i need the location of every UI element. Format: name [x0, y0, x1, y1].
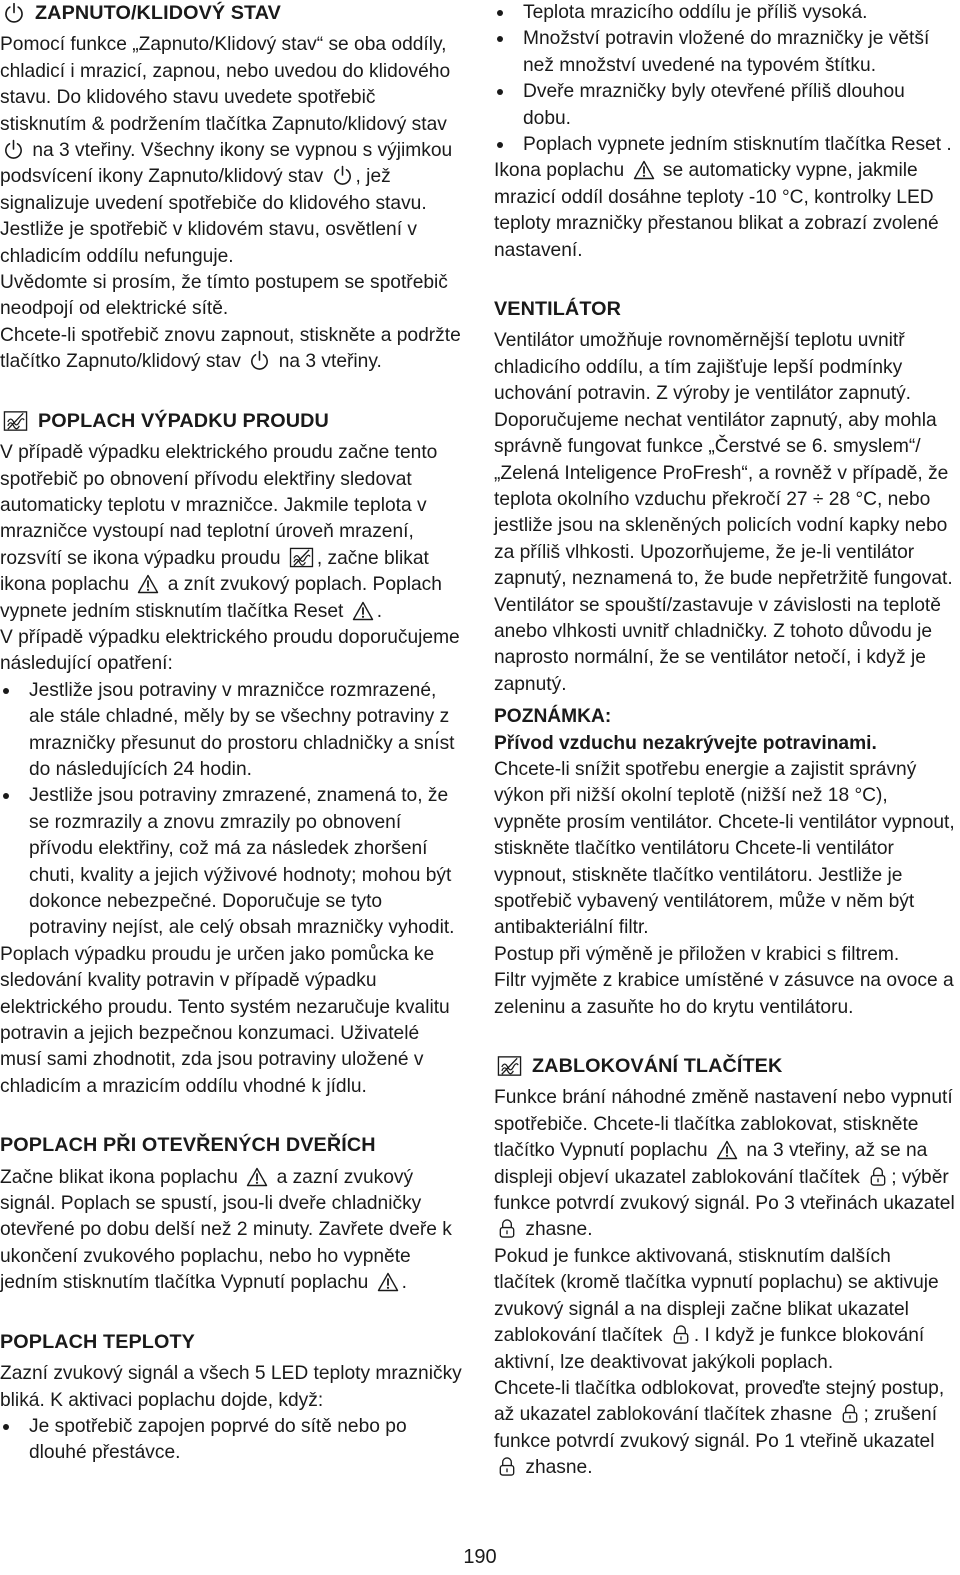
paragraph: Ventilátor umožňuje rovnoměrnější teplotu uvnitř chladicího oddílu, a tím zajišťuje lepší podmínky uchování potravin. Z výroby je ventilátor zapnutý. Doporučujeme nechat ventilátor zapnutý, aby mohla správně fungovat funkce „Čerstvé se 6. smyslem“/„Zelená Inteligence ProFresh“, a rovněž v případě, že teplota okolního vzduchu překročí 27 ÷ 28 °C, nebo jestliže jsou na skleněných policích vodní kapky nebo za příliš vlhkosti. Upozorňujeme, že je-li ventilátor zapnutý, neznamená to, že bude nepřetržitě fungovat. Ventilátor se spouští/zastavuje v závislosti na teplotě anebo vlhkosti uvnitř chladničky. Z tohoto důvodu je naprosto normální, že se ventilátor netočí, i když je zapnutý.	[494, 330, 953, 695]
section-title-text: ZAPNUTO/KLIDOVÝ STAV	[35, 2, 281, 24]
power-icon	[3, 2, 25, 24]
section-title-power-failure	[0, 408, 465, 434]
power-icon	[3, 139, 24, 160]
section-title-text: POPLACH PŘI OTEVŘENÝCH DVEŘÍCH	[0, 1134, 376, 1157]
warning-icon	[716, 1140, 738, 1160]
lock-icon	[497, 1456, 517, 1477]
paragraph: Uvědomte si prosím, že tímto postupem se spotřebič neodpojí od elektrické sítě.	[0, 272, 448, 320]
paragraph: Ikona poplachu se automaticky vypne, jakmile mrazicí oddíl dosáhne teploty -10 °C, kontrolky LED teploty mrazničky přestanou blikat a zobrazí zvolené nastavení.	[494, 160, 939, 261]
lock-icon	[497, 1218, 517, 1239]
warning-icon	[246, 1167, 268, 1187]
page-number: 190	[463, 1546, 497, 1568]
note-text: Přívod vzduchu nezakrývejte potravinami.	[494, 732, 877, 754]
list-item: Teplota mrazicího oddílu je příliš vysoká.	[494, 0, 956, 26]
section-title-text: POPLACH VÝPADKU PROUDU	[38, 409, 329, 432]
paragraph: Začne blikat ikona poplachu a zazní zvukový signál. Poplach se spustí, jsou-li dveře chladničky otevřené po dobu delší než 2 minuty. Zavřete dveře k ukončení zvukového poplachu, nebo ho vypněte jedním stisknutím tlačítka Vypnutí poplachu .	[0, 1166, 452, 1294]
section-title-text: VENTILÁTOR	[494, 298, 622, 321]
section-title-key-lock	[494, 1053, 956, 1079]
warning-icon	[352, 601, 374, 621]
paragraph: Chcete-li tlačítka odblokovat, proveďte stejný postup, až ukazatel zablokování tlačítek zhasne ; zrušení funkce potvrdí zvukový signál. Po 1 vteřině ukazatel zhasne.	[494, 1377, 945, 1479]
paragraph: Filtr vyjměte z krabice umístěné v zásuvce na ovoce a zeleninu a zasuňte ho do krytu ventilátoru.	[494, 970, 954, 1018]
section-title-temperature-alarm	[0, 1329, 465, 1355]
key-lock-section-icon	[497, 1055, 522, 1077]
list-item: Je spotřebič zapojen poprvé do sítě nebo po dlouhé přestávce.	[0, 1414, 465, 1467]
paragraph: Postup při výměně je přiložen v krabici s filtrem.	[494, 943, 900, 965]
left-column	[0, 0, 465, 1467]
paragraph: Jestliže je spotřebič v klidovém stavu, osvětlení v chladicím oddílu nefunguje.	[0, 219, 417, 267]
bullet-list	[494, 0, 956, 158]
lock-icon	[671, 1324, 691, 1345]
power-failure-icon	[3, 410, 28, 432]
paragraph: V případě výpadku elektrického proudu doporučujeme následující opatření:	[0, 626, 460, 675]
list-item: Jestliže jsou potraviny v mrazničce rozmrazené, ale stále chladné, měly by se všechny potraviny z mrazničky přesunut do prostoru chladničky a snı́st do následujících 24 hodin.	[0, 678, 465, 784]
section-title-fan	[494, 296, 956, 322]
section-title-text: POPLACH TEPLOTY	[0, 1330, 195, 1353]
paragraph: Chcete-li spotřebič znovu zapnout, stiskněte a podržte tlačítko Zapnuto/klidový stav na 3 vteřiny.	[0, 324, 461, 373]
section-title-door-alarm	[0, 1132, 465, 1158]
paragraph: Pomocí funkce „Zapnuto/Klidový stav“ se oba oddíly, chladicí i mrazicí, zapnou, nebo uvedou do klidového stavu. Do klidového stavu uvedete spotřebič stisknutím & podržením tlačítka Zapnuto/klidový stav na 3 vteřiny. Všechny ikony se vypnou s výjimkou podsvícení ikony Zapnuto/klidový stav , jež signalizuje uvedení spotřebiče do klidového stavu.	[0, 34, 453, 214]
note-label: POZNÁMKA:	[494, 706, 612, 728]
right-column	[494, 0, 956, 1482]
list-item: Jestliže jsou potraviny zmrazené, znamená to, že se rozmrazily a znovu zmrazily po obnovení přívodu elektřiny, což má za následek zhoršení chuti, kvality a jejich výživové hodnoty; mohou být dokonce nebezpečné. Doporučuje se tyto potraviny nejíst, ale celý obsah mrazničky vyhodit.	[0, 783, 465, 941]
bullet-list	[0, 678, 465, 942]
bullet-list	[0, 1414, 465, 1467]
section-title-text: ZABLOKOVÁNÍ TLAČÍTEK	[532, 1055, 783, 1078]
paragraph: Chcete-li snížit spotřebu energie a zajistit správný výkon při nižší okolní teplotě (nižší než 18 °C), vypněte prosím ventilátor. Chcete-li ventilátor vypnout, stiskněte tlačítko ventilátoru Chcete-li ventilátor vypnout, stiskněte tlačítko ventilátoru. Jestliže je spotřebič vybavený ventilátorem, může v něm být antibakteriální filtr.	[494, 758, 955, 939]
power-failure-icon	[289, 547, 314, 568]
list-item: Poplach vypnete jedním stisknutím tlačítka Reset .	[494, 132, 956, 158]
warning-icon	[377, 1272, 399, 1292]
paragraph: V případě výpadku elektrického proudu začne tento spotřebič po obnovení přívodu elektřiny sledovat automaticky teplotu v mrazničce. Jakmile teplota v mrazničce vystoupí nad teplotní úroveň mrazení, rozsvítí se ikona výpadku proudu , začne blikat ikona poplachu a znít zvukový poplach. Poplach vypnete jedním stisknutím tlačítka Reset .	[0, 442, 442, 622]
section-title-standby	[0, 0, 465, 26]
lock-icon	[840, 1403, 860, 1424]
list-item: Množství potravin vložené do mrazničky je větší než množství uvedené na typovém štítku.	[494, 26, 956, 79]
power-icon	[249, 350, 270, 371]
warning-icon	[137, 574, 159, 594]
lock-icon	[868, 1166, 888, 1187]
list-item: Dveře mrazničky byly otevřené příliš dlouhou dobu.	[494, 79, 956, 132]
paragraph: Zazní zvukový signál a všech 5 LED teploty mrazničky bliká. K aktivaci poplachu dojde, když:	[0, 1363, 462, 1411]
paragraph: Poplach výpadku proudu je určen jako pomůcka ke sledování kvality potravin v případě výpadku elektrického proudu. Tento systém nezaručuje kvalitu potravin a jejich bezpečnou konzumaci. Uživatelé musí sami zhodnotit, zda jsou potraviny uložené v chladicím a mrazicím oddílu vhodné k jídlu.	[0, 943, 450, 1097]
paragraph: Funkce brání náhodné změně nastavení nebo vypnutí spotřebiče. Chcete-li tlačítka zablokovat, stiskněte tlačítko Vypnutí poplachu na 3 vteřiny, až se na displeji objeví ukazatel zablokování tlačítek ; výběr funkce potvrdí zvukový signál. Po 3 vteřinách ukazatel zhasne.	[494, 1087, 955, 1241]
power-icon	[332, 165, 353, 186]
paragraph: Pokud je funkce aktivovaná, stisknutím dalších tlačítek (kromě tlačítka vypnutí poplachu) se aktivuje zvukový signál a na displeji začne blikat ukazatel zablokování tlačítek . I když je funkce blokování aktivní, lze deaktivovat jakýkoli poplach.	[494, 1245, 939, 1373]
warning-icon	[633, 160, 655, 180]
